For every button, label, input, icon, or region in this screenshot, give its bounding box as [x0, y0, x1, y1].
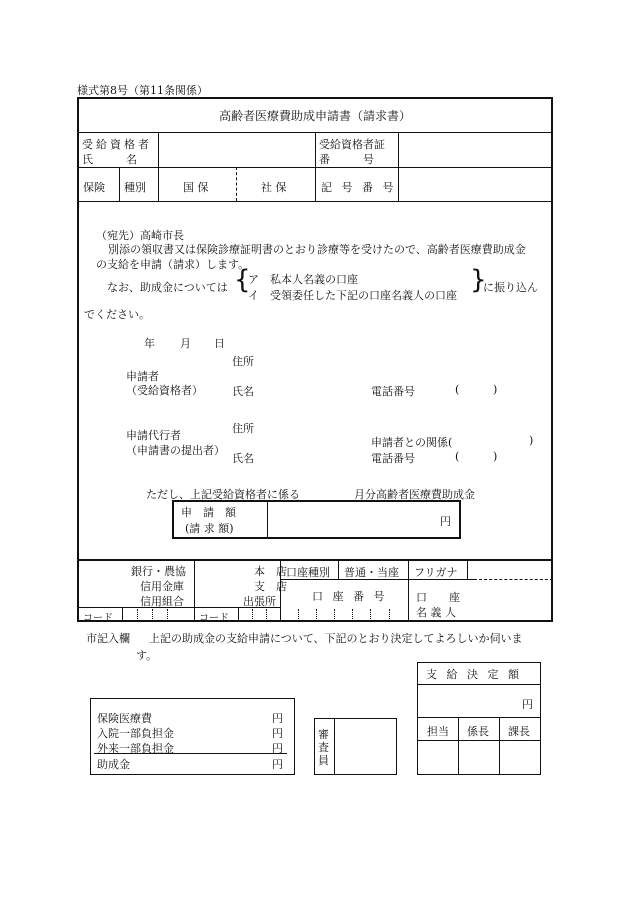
applicant-phone-label: 電話番号	[371, 385, 415, 398]
insurance-label: 保険	[83, 181, 105, 194]
row-divider	[77, 201, 553, 202]
agent-relation-label: 申請者との関係(	[371, 436, 453, 449]
breakdown-outpatient-yen: 円	[272, 742, 283, 755]
form-number: 様式第8号（第11条関係）	[77, 84, 208, 97]
cert-number-label: 受給資格者証	[319, 138, 385, 151]
agent-name-label: 氏名	[232, 452, 254, 465]
dashed-divider	[236, 167, 237, 201]
agent-phone-label: 電話番号	[371, 452, 415, 465]
option-shaho[interactable]: 社 保	[261, 181, 287, 194]
claim-amount-field[interactable]	[270, 503, 440, 535]
applicant-label: 申請者	[126, 370, 159, 383]
agent-phone-open: (	[455, 450, 460, 463]
col-divider	[499, 717, 500, 775]
breakdown-insurance: 保険医療費	[97, 712, 152, 725]
col-divider	[334, 718, 335, 775]
branch-type-2[interactable]: 支 店	[254, 580, 287, 593]
col-divider	[238, 607, 239, 622]
recipient-name-label: 受給資格者	[82, 138, 152, 151]
account-digit-divider	[334, 609, 335, 621]
body-line-3-suffix: に振り込ん	[483, 281, 538, 294]
claim-prefix: ただし、上記受給資格者に係る	[146, 488, 300, 501]
code-digit-divider	[266, 609, 267, 621]
account-digit-divider	[389, 609, 390, 621]
col-divider	[194, 560, 195, 607]
code-digit-divider	[152, 609, 153, 621]
examiner-seal-field[interactable]	[337, 721, 394, 772]
account-number-label: 口 座 番 号	[312, 590, 388, 603]
body-line-2: の支給を申請（請求）します。	[96, 258, 250, 271]
brace-right: }	[470, 265, 487, 295]
col-divider	[267, 500, 268, 539]
option-delegate-account[interactable]: イ 受領委任した下記の口座名義人の口座	[248, 289, 457, 302]
recipient-name-label-2: 氏 名	[82, 153, 137, 166]
date-month: 月	[180, 337, 191, 350]
insurance-kind-label: 種別	[124, 181, 146, 194]
account-type-label: 口座種別	[286, 566, 330, 579]
claim-suffix: 月分高齢者医療費助成金	[354, 488, 475, 501]
agent-phone-close: )	[493, 450, 498, 463]
branch-type-3[interactable]: 出張所	[243, 595, 276, 608]
claim-yen: 円	[440, 515, 451, 528]
addressee: （宛先）高崎市長	[96, 229, 184, 242]
col-divider	[194, 607, 195, 622]
claim-amount-sub-label: (請 求 額)	[185, 522, 234, 535]
decision-yen: 円	[522, 698, 533, 711]
code-digit-divider	[137, 609, 138, 621]
stamp-kakaricho-label: 係長	[467, 725, 489, 738]
stamp-tanto-field[interactable]	[419, 742, 457, 773]
breakdown-inpatient: 入院一部負担金	[97, 727, 174, 740]
agent-sub-label: （申請書の提出者）	[126, 444, 225, 457]
branch-code-label: コード	[199, 613, 229, 624]
form-title: 高齢者医療費助成申請書（請求書）	[218, 109, 411, 123]
claim-amount-label: 申 請 額	[181, 506, 236, 519]
office-use-label: 市記入欄	[86, 632, 130, 645]
bank-type-3[interactable]: 信用組合	[140, 595, 184, 608]
row-divider	[417, 740, 541, 741]
applicant-sub-label: （受給資格者）	[126, 384, 203, 397]
cert-number-label-2: 番 号	[319, 153, 374, 166]
col-divider	[467, 560, 468, 579]
col-divider	[338, 560, 339, 579]
bank-type-2[interactable]: 信用金庫	[140, 580, 184, 593]
col-divider	[119, 167, 120, 201]
row-divider	[417, 717, 541, 718]
symbol-number-label: 記 号 番 号	[321, 181, 397, 194]
account-digit-divider	[352, 609, 353, 621]
decision-amount-label: 支 給 決 定 額	[426, 668, 522, 681]
bank-code-label: コード	[83, 613, 113, 624]
date-day: 日	[214, 337, 225, 350]
col-divider	[122, 607, 123, 622]
col-divider	[408, 560, 409, 622]
office-text-1: 上記の助成金の支給申請について、下記のとおり決定してよろしいか伺いま	[149, 632, 523, 645]
agent-address-label: 住所	[232, 422, 254, 435]
code-digit-divider	[167, 609, 168, 621]
holder-label: 口 座	[416, 591, 460, 604]
stamp-tanto-label: 担当	[427, 725, 449, 738]
cert-number-field[interactable]	[400, 136, 550, 164]
furigana-label: フリガナ	[414, 566, 458, 579]
brace-left: {	[234, 265, 251, 295]
breakdown-subsidy-yen: 円	[272, 758, 283, 771]
applicant-phone-close: )	[493, 383, 498, 396]
decision-amount-field[interactable]	[420, 687, 516, 714]
breakdown-sum-line	[94, 753, 287, 754]
office-text-2: す。	[136, 649, 158, 662]
stamp-kakaricho-field[interactable]	[460, 742, 498, 773]
account-holder-field[interactable]	[470, 582, 550, 618]
bank-type-1[interactable]: 銀行・農協	[131, 565, 186, 578]
applicant-name-label: 氏名	[232, 385, 254, 398]
examiner-label: 審査員	[318, 728, 329, 767]
symbol-number-field[interactable]	[400, 170, 550, 198]
agent-label: 申請代行者	[126, 429, 181, 442]
code-digit-divider	[252, 609, 253, 621]
row-divider	[417, 684, 541, 685]
agent-relation-close: )	[529, 434, 534, 447]
applicant-phone-open: (	[455, 383, 460, 396]
applicant-address-label: 住所	[232, 355, 254, 368]
col-divider	[398, 132, 399, 201]
col-divider	[158, 132, 159, 201]
account-digit-divider	[298, 609, 299, 621]
body-line-4: でください。	[84, 308, 150, 321]
date-year: 年	[144, 337, 155, 350]
recipient-name-field[interactable]	[160, 136, 312, 164]
account-type-value[interactable]: 普通・当座	[344, 566, 399, 579]
breakdown-inpatient-yen: 円	[272, 727, 283, 740]
stamp-kacho-field[interactable]	[501, 742, 539, 773]
stamp-kacho-label: 課長	[508, 725, 530, 738]
body-line-3-prefix: なお、助成金については	[107, 281, 228, 294]
body-line-1: 別添の領収書又は保険診療証明書のとおり診療等を受けたので、高齢者医療費助成金	[108, 243, 526, 256]
breakdown-outpatient: 外来一部負担金	[97, 742, 174, 755]
bank-section-divider	[77, 559, 553, 561]
breakdown-insurance-yen: 円	[272, 712, 283, 725]
branch-type-1[interactable]: 本 店	[254, 565, 287, 578]
account-digit-divider	[370, 609, 371, 621]
option-kokuho[interactable]: 国 保	[183, 181, 209, 194]
breakdown-subsidy: 助成金	[97, 758, 130, 771]
account-digit-divider	[316, 609, 317, 621]
col-divider	[458, 717, 459, 775]
holder-sub-label: 名 義 人	[416, 606, 456, 619]
col-divider	[315, 132, 316, 201]
option-own-account[interactable]: ア 私本人名義の口座	[248, 273, 358, 286]
